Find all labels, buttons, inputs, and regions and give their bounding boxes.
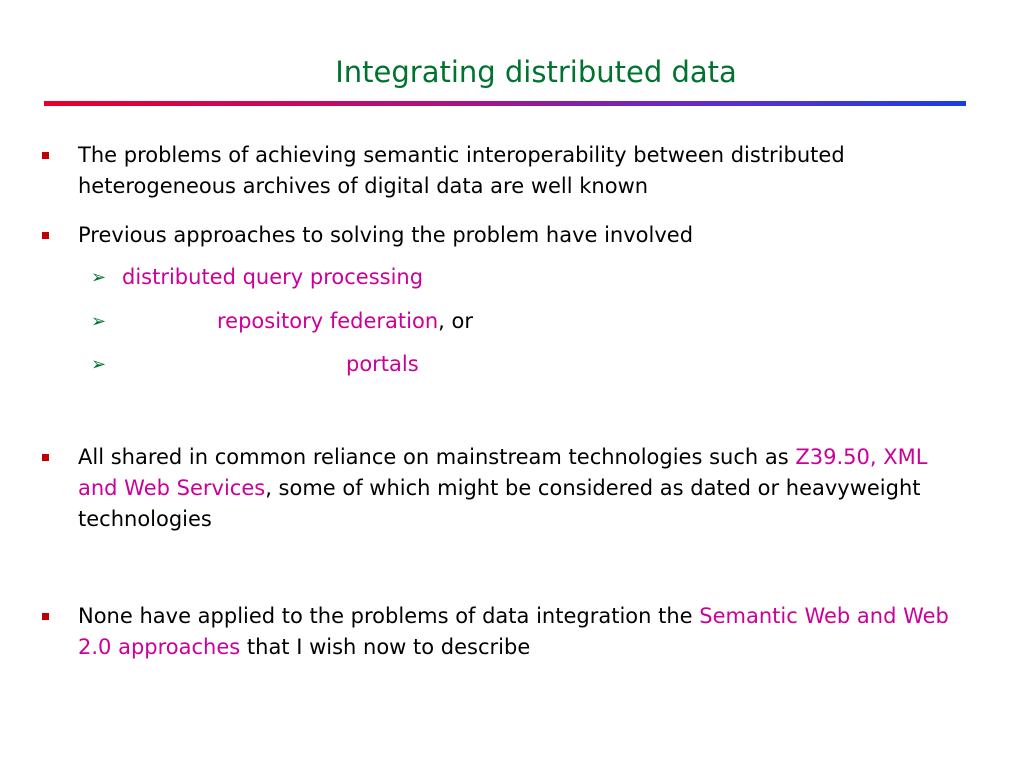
bullet-text: The problems of achieving semantic interoperability between distributed heterogeneous archives of digital data are well known [78,143,845,198]
bullet-text-part: All shared in common reliance on mainstream technologies such as [78,445,796,469]
arrow-bullet-icon: ➢ [91,311,107,332]
bullet-text-part: that I wish now to describe [240,635,531,659]
bullet-1 [38,140,968,202]
bullet-text-part: None have applied to the problems of data integration the [78,604,700,628]
bullet-square-icon [42,613,49,620]
arrow-bullet-icon: ➢ [91,267,107,288]
bullet-square-icon [42,454,49,461]
bullet-4 [38,601,968,663]
sub-item-suffix: , or [438,309,473,333]
bullet-text [78,601,968,663]
bullet-text-part: , some of which might be considered as dated or heavyweight technologies [78,476,921,531]
bullet-square-icon [42,232,49,239]
bullet-text: Previous approaches to solving the problem have involved [78,223,694,247]
sub-item-highlight: repository federation [217,309,439,333]
arrow-bullet-icon: ➢ [91,354,107,375]
bullet-3 [38,442,968,535]
bullet-square-icon [42,152,49,159]
bullet-2 [38,220,968,251]
bullet-text [78,442,968,535]
slide-title: Integrating distributed data [335,55,737,89]
sub-item-highlight: distributed query processing [122,265,424,289]
bullet-highlight: Z39.50, XML and Web Services [78,445,928,500]
bullet-highlight: Semantic Web and Web 2.0 approaches [78,604,949,659]
title-underline [44,101,966,106]
sub-item-highlight: portals [346,352,419,376]
